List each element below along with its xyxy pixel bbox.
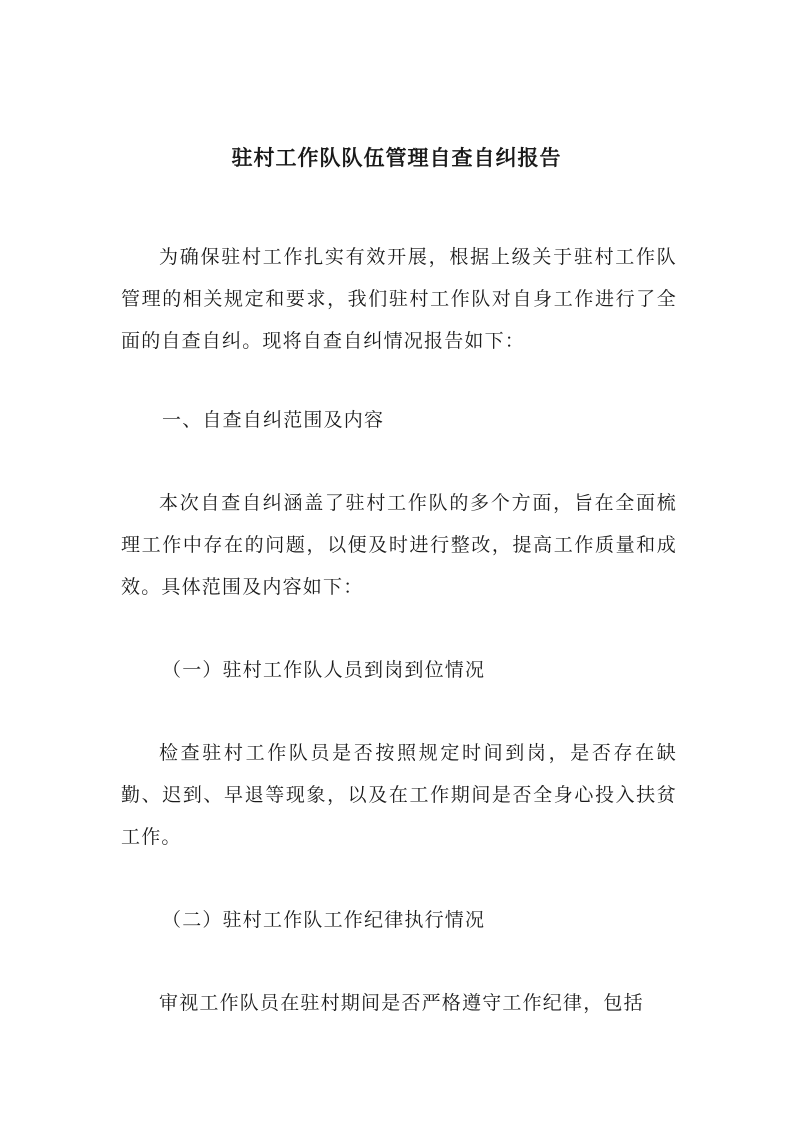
section-1-paragraph: 本次自查自纠涵盖了驻村工作队的多个方面，旨在全面梳理工作中存在的问题，以便及时进行整改，提高工作质量和成效。具体范围及内容如下：	[121, 492, 677, 598]
document-title: 驻村工作队队伍管理自查自纠报告	[231, 145, 562, 171]
subsection-2-paragraph: 审视工作队员在驻村期间是否严格遵守工作纪律，包括	[159, 992, 644, 1014]
subsection-1-paragraph: 检查驻村工作队员是否按照规定时间到岗，是否存在缺勤、迟到、早退等现象，以及在工作期间是否全身心投入扶贫工作。	[121, 742, 677, 848]
subsection-heading-2: （二）驻村工作队工作纪律执行情况	[162, 909, 486, 931]
intro-paragraph: 为确保驻村工作扎实有效开展，根据上级关于驻村工作队管理的相关规定和要求，我们驻村工作队对自身工作进行了全面的自查自纠。现将自查自纠情况报告如下：	[121, 246, 677, 352]
section-heading-1: 一、自查自纠范围及内容	[162, 409, 385, 431]
subsection-heading-1: （一）驻村工作队人员到岗到位情况	[162, 659, 486, 681]
